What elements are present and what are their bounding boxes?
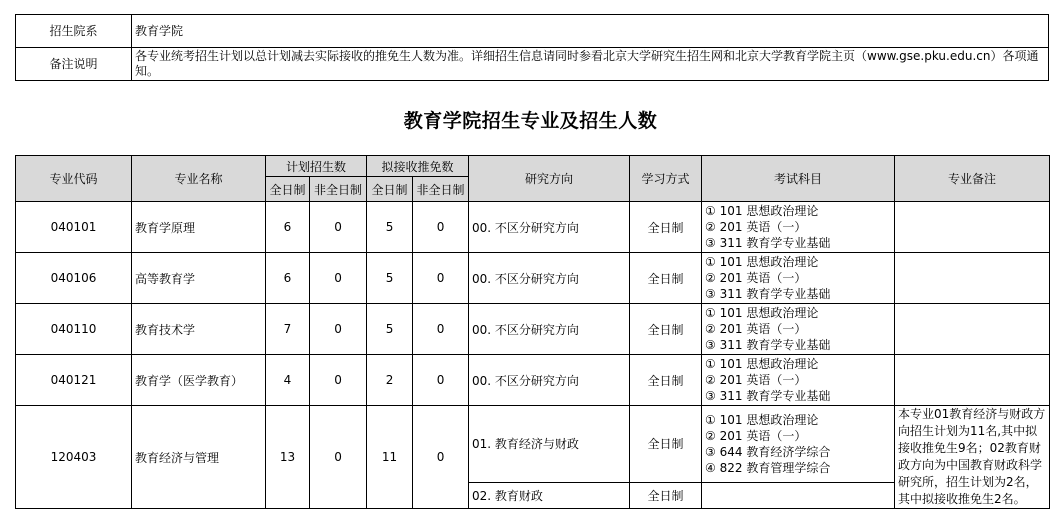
table-row [16, 253, 1050, 304]
cell-plan-full: 6 [266, 253, 310, 304]
subject-line: ① 101 思想政治理论 [705, 412, 819, 427]
cell-tm-full: 2 [367, 355, 413, 406]
subject-line: ④ 822 教育管理学综合 [705, 460, 831, 475]
header-code: 专业代码 [16, 156, 132, 202]
cell-plan-part: 0 [310, 355, 367, 406]
cell-tm-part: 0 [413, 355, 469, 406]
cell-subjects [702, 406, 895, 483]
note-value: 各专业统考招生计划以总计划减去实际接收的推免生人数为准。详细招生信息请同时参看北京大学研究生招生网和北京大学教育学院主页（www.gse.pku.edu.cn）各项通知。 [132, 48, 1049, 81]
header-tuimian-parttime: 非全日制 [413, 177, 469, 202]
table-row [16, 406, 1050, 483]
cell-tm-part: 0 [413, 304, 469, 355]
cell-plan-full: 13 [266, 406, 310, 509]
subject-line: ③ 311 教育学专业基础 [705, 287, 831, 301]
cell-plan-full: 7 [266, 304, 310, 355]
page-title: 教育学院招生专业及招生人数 [403, 110, 658, 132]
cell-code: 040121 [16, 355, 132, 406]
subject-line: ① 101 思想政治理论 [705, 306, 819, 320]
cell-tm-part: 0 [413, 202, 469, 253]
cell-remark [895, 202, 1050, 253]
cell-mode: 全日制 [630, 482, 702, 508]
cell-subjects [702, 253, 895, 304]
cell-direction: 00. 不区分研究方向 [469, 304, 630, 355]
cell-name: 高等教育学 [132, 253, 266, 304]
cell-direction: 00. 不区分研究方向 [469, 253, 630, 304]
subject-line: ② 201 英语（一） [705, 428, 807, 443]
cell-plan-part: 0 [310, 304, 367, 355]
subject-line: ③ 311 教育学专业基础 [705, 389, 831, 403]
cell-tm-part: 0 [413, 253, 469, 304]
cell-direction: 01. 教育经济与财政 [469, 406, 630, 483]
subject-line: ② 201 英语（一） [705, 271, 807, 285]
cell-mode: 全日制 [630, 202, 702, 253]
dept-label: 招生院系 [16, 15, 132, 48]
note-row [16, 48, 1049, 81]
major-table [15, 155, 1050, 509]
subject-line: ① 101 思想政治理论 [705, 255, 819, 269]
cell-subjects [702, 482, 895, 508]
subject-line: ③ 644 教育经济学综合 [705, 444, 831, 459]
cell-direction: 00. 不区分研究方向 [469, 202, 630, 253]
cell-remark [895, 304, 1050, 355]
header-subjects: 考试科目 [702, 156, 895, 202]
cell-name: 教育技术学 [132, 304, 266, 355]
subject-line: ③ 311 教育学专业基础 [705, 236, 831, 250]
cell-plan-part: 0 [310, 406, 367, 509]
cell-mode: 全日制 [630, 253, 702, 304]
dept-value: 教育学院 [132, 15, 1049, 48]
header-plan-fulltime: 全日制 [266, 177, 310, 202]
subject-line: ① 101 思想政治理论 [705, 357, 819, 371]
cell-code: 040106 [16, 253, 132, 304]
cell-subjects [702, 355, 895, 406]
cell-plan-full: 4 [266, 355, 310, 406]
cell-remark [895, 355, 1050, 406]
table-row [16, 355, 1050, 406]
subject-line: ① 101 思想政治理论 [705, 204, 819, 218]
cell-name: 教育学原理 [132, 202, 266, 253]
header-study-mode: 学习方式 [630, 156, 702, 202]
header-tuimian-fulltime: 全日制 [367, 177, 413, 202]
cell-direction: 02. 教育财政 [469, 482, 630, 508]
cell-plan-part: 0 [310, 253, 367, 304]
subject-line: ③ 311 教育学专业基础 [705, 338, 831, 352]
cell-subjects [702, 202, 895, 253]
subject-line: ② 201 英语（一） [705, 373, 807, 387]
header-tuimian: 拟接收推免数 [367, 156, 469, 177]
subject-line: ② 201 英语（一） [705, 220, 807, 234]
cell-tm-full: 11 [367, 406, 413, 509]
cell-mode: 全日制 [630, 304, 702, 355]
subject-line: ② 201 英语（一） [705, 322, 807, 336]
header-row-1 [16, 156, 1050, 177]
cell-tm-part: 0 [413, 406, 469, 509]
header-name: 专业名称 [132, 156, 266, 202]
info-table [15, 14, 1049, 81]
cell-mode: 全日制 [630, 355, 702, 406]
table-row [16, 202, 1050, 253]
cell-remark [895, 253, 1050, 304]
header-plan-parttime: 非全日制 [310, 177, 367, 202]
dept-row [16, 15, 1049, 48]
cell-plan-full: 6 [266, 202, 310, 253]
cell-plan-part: 0 [310, 202, 367, 253]
header-plan: 计划招生数 [266, 156, 367, 177]
cell-mode: 全日制 [630, 406, 702, 483]
note-label: 备注说明 [16, 48, 132, 81]
cell-tm-full: 5 [367, 304, 413, 355]
cell-direction: 00. 不区分研究方向 [469, 355, 630, 406]
cell-name: 教育学（医学教育） [132, 355, 266, 406]
cell-code: 040101 [16, 202, 132, 253]
cell-subjects [702, 304, 895, 355]
cell-tm-full: 5 [367, 202, 413, 253]
cell-name: 教育经济与管理 [132, 406, 266, 509]
cell-tm-full: 5 [367, 253, 413, 304]
cell-code: 120403 [16, 406, 132, 509]
header-remark: 专业备注 [895, 156, 1050, 202]
cell-code: 040110 [16, 304, 132, 355]
cell-remark: 本专业01教育经济与财政方向招生计划为11名,其中拟接收推免生9名；02教育财政方向为中国教育财政科学研究所，招生计划为2名，其中拟接收推免生2名。 [895, 406, 1050, 509]
header-direction: 研究方向 [469, 156, 630, 202]
table-row [16, 304, 1050, 355]
